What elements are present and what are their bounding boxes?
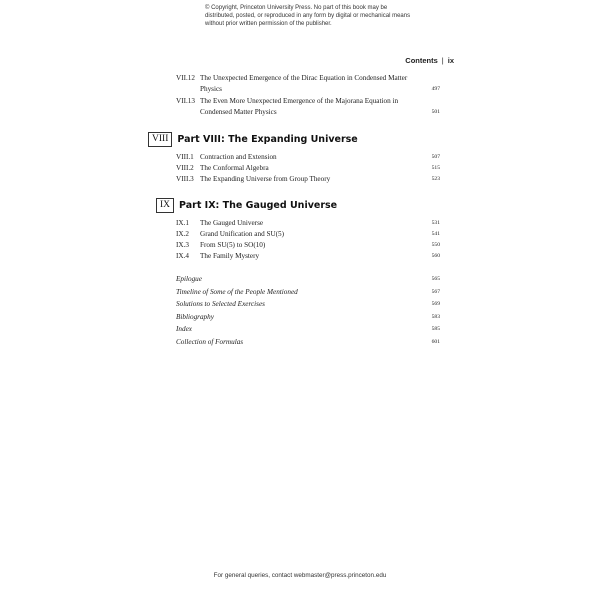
running-head-page: ix <box>447 56 454 65</box>
toc-entry-title: The Even More Unexpected Emergence of the Majorana Equation in Condensed Matter Physics <box>200 97 399 116</box>
running-head <box>380 56 454 65</box>
footer-contact: For general queries, contact webmaster@press.princeton.edu <box>213 572 387 579</box>
toc-entry[interactable] <box>176 73 440 94</box>
toc-entry[interactable] <box>176 229 440 240</box>
toc-entry-title: The Unexpected Emergence of the Dirac Equation in Condensed Matter Physics <box>200 74 408 93</box>
toc-entry-page: 515 <box>431 165 440 171</box>
back-matter-title: Timeline of Some of the People Mentioned <box>176 287 298 296</box>
toc-entry-number: VIII.3 <box>176 175 194 183</box>
toc-entry[interactable] <box>176 240 440 251</box>
toc-entry[interactable] <box>176 218 440 229</box>
toc-entry-title: Grand Unification and SU(5) <box>200 230 285 238</box>
toc-entry-title: The Conformal Algebra <box>200 164 269 172</box>
toc-entry-page: 507 <box>431 154 440 160</box>
part-heading-ix[interactable] <box>156 198 337 213</box>
back-matter-entry[interactable] <box>176 311 440 324</box>
toc-entry-number: VII.12 <box>176 74 195 82</box>
back-matter-list <box>176 273 440 349</box>
part-heading-viii[interactable] <box>148 132 358 147</box>
back-matter-page: 565 <box>431 276 440 282</box>
toc-entry-number: IX.4 <box>176 252 189 260</box>
back-matter-page: 569 <box>431 301 440 308</box>
toc-entry-number: IX.1 <box>176 219 189 227</box>
toc-entry-number: VIII.2 <box>176 164 194 172</box>
toc-entry-number: VII.13 <box>176 97 195 105</box>
back-matter-title: Index <box>176 325 192 334</box>
toc-entry-number: IX.2 <box>176 230 189 238</box>
back-matter-title: Collection of Formulas <box>176 337 244 346</box>
part-title: Part IX: The Gauged Universe <box>179 200 338 211</box>
toc-entry-title: The Family Mystery <box>200 252 260 260</box>
back-matter-title: Solutions to Selected Exercises <box>176 300 265 309</box>
toc-entry-title: Contraction and Extension <box>200 153 277 161</box>
back-matter-page: 601 <box>431 338 440 345</box>
part-title: Part VIII: The Expanding Universe <box>177 134 358 145</box>
copyright-notice: © Copyright, Princeton University Press. No part of this book may be distributed, posted, or reproduced in any form by digital or mechanical means without prior written permission of the publisher. <box>205 5 411 27</box>
running-head-label: Contents <box>405 56 438 65</box>
toc-entry-number: VIII.1 <box>176 153 194 161</box>
back-matter-title: Bibliography <box>176 312 214 321</box>
back-matter-page: 567 <box>431 288 440 295</box>
back-matter-entry[interactable] <box>176 323 440 336</box>
back-matter-title: Epilogue <box>176 275 202 283</box>
toc-entry-title: From SU(5) to SO(10) <box>200 241 266 249</box>
toc-entry[interactable] <box>176 174 440 185</box>
part-numeral-box: IX <box>156 198 174 213</box>
toc-entry[interactable] <box>176 163 440 174</box>
toc-entry-page: 541 <box>431 231 440 237</box>
part-numeral-box: VIII <box>148 132 172 147</box>
back-matter-entry[interactable] <box>176 298 440 311</box>
toc-entry-title: The Expanding Universe from Group Theory <box>200 175 331 183</box>
running-head-separator: | <box>441 56 444 65</box>
toc-entry-page: 531 <box>431 220 440 226</box>
back-matter-page: 583 <box>431 313 440 320</box>
toc-entry[interactable] <box>176 251 440 262</box>
toc-entry[interactable] <box>176 96 440 117</box>
toc-entry-page: 560 <box>431 253 440 259</box>
back-matter-entry[interactable] <box>176 286 440 299</box>
toc-entry-page: 523 <box>431 176 440 182</box>
back-matter-entry[interactable] <box>176 336 440 349</box>
toc-entry[interactable] <box>176 152 440 163</box>
toc-entry-page: 550 <box>431 242 440 248</box>
toc-entry-page: 501 <box>431 108 440 115</box>
toc-entry-number: IX.3 <box>176 241 189 249</box>
toc-entry-title: The Gauged Universe <box>200 219 264 227</box>
back-matter-page: 585 <box>431 326 440 333</box>
toc-entry-page: 497 <box>431 85 440 92</box>
back-matter-entry[interactable] <box>176 273 440 286</box>
